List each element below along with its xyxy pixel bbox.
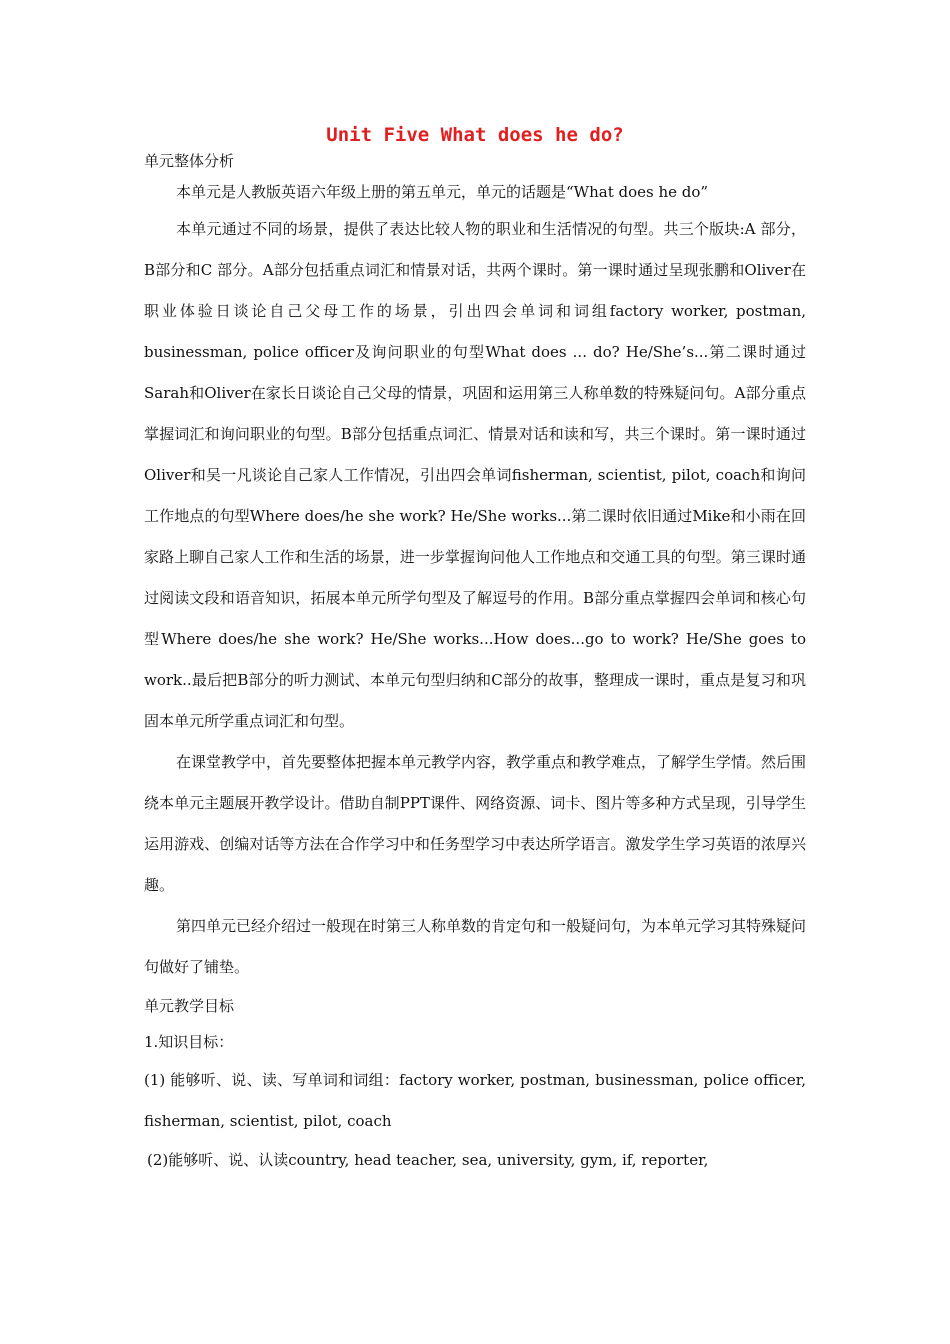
section-heading-analysis: 单元整体分析: [144, 152, 235, 170]
paragraph-foundation: 第四单元已经介绍过一般现在时第三人称单数的肯定句和一般疑问句，为本单元学习其特殊疑问句做好了铺垫。: [144, 917, 807, 976]
paragraph-topic: 本单元是人教版英语六年级上册的第五单元，单元的话题是“What does he do”: [176, 183, 709, 201]
document-title: Unit Five What does he do?: [326, 124, 624, 146]
paragraph-teaching: 在课堂教学中，首先要整体把握本单元教学内容，教学重点和教学难点，了解学生学情。然后围绕本单元主题展开教学设计。借助自制PPT课件、网络资源、词卡、图片等多种方式呈现，引导学生运用游戏、创编对话等方法在合作学习中和任务型学习中表达所学语言。激发学生学习英语的浓厚兴趣。: [144, 753, 807, 894]
goal-item-1: (1) 能够听、说、读、写单词和词组：factory worker, postman, businessman, police officer, fisherman, scientist, pilot, coach: [144, 1071, 806, 1130]
goal-item-2: (2)能够听、说、认读country, head teacher, sea, university, gym, if, reporter,: [147, 1151, 709, 1169]
section-heading-goals: 单元教学目标: [144, 997, 235, 1015]
document-body: [144, 148, 806, 1178]
paragraph-structure: 本单元通过不同的场景，提供了表达比较人物的职业和生活情况的句型。共三个版块:A 部分，B部分和C 部分。A部分包括重点词汇和情景对话，共两个课时。第一课时通过呈现张鹏和Oliver在职业体验日谈论自己父母工作的场景，引出四会单词和词组factory worker, postman, businessman, police officer及询问职业的句型What does ... do? He/She’s...第二课时通过Sarah和Oliver在家长日谈论自己父母的情景，巩固和运用第三人称单数的特殊疑问句。A部分重点掌握词汇和询问职业的句型。B部分包括重点词汇、情景对话和读和写，共三个课时。第一课时通过Oliver和吴一凡谈论自己家人工作情况，引出四会单词fisherman, scientist, pilot, coach和询问工作地点的句型Where does/he she work? He/She works...第二课时依旧通过Mike和小雨在回家路上聊自己家人工作和生活的场景，进一步掌握询问他人工作地点和交通工具的句型。第三课时通过阅读文段和语音知识，拓展本单元所学句型及了解逗号的作用。B部分重点掌握四会单词和核心句型Where does/he she work? He/She works...How does...go to work? He/She goes to work..最后把B部分的听力测试、本单元句型归纳和C部分的故事，整理成一课时，重点是复习和巩固本单元所学重点词汇和句型。: [144, 220, 806, 730]
goal-knowledge: 1.知识目标：: [144, 1033, 234, 1051]
